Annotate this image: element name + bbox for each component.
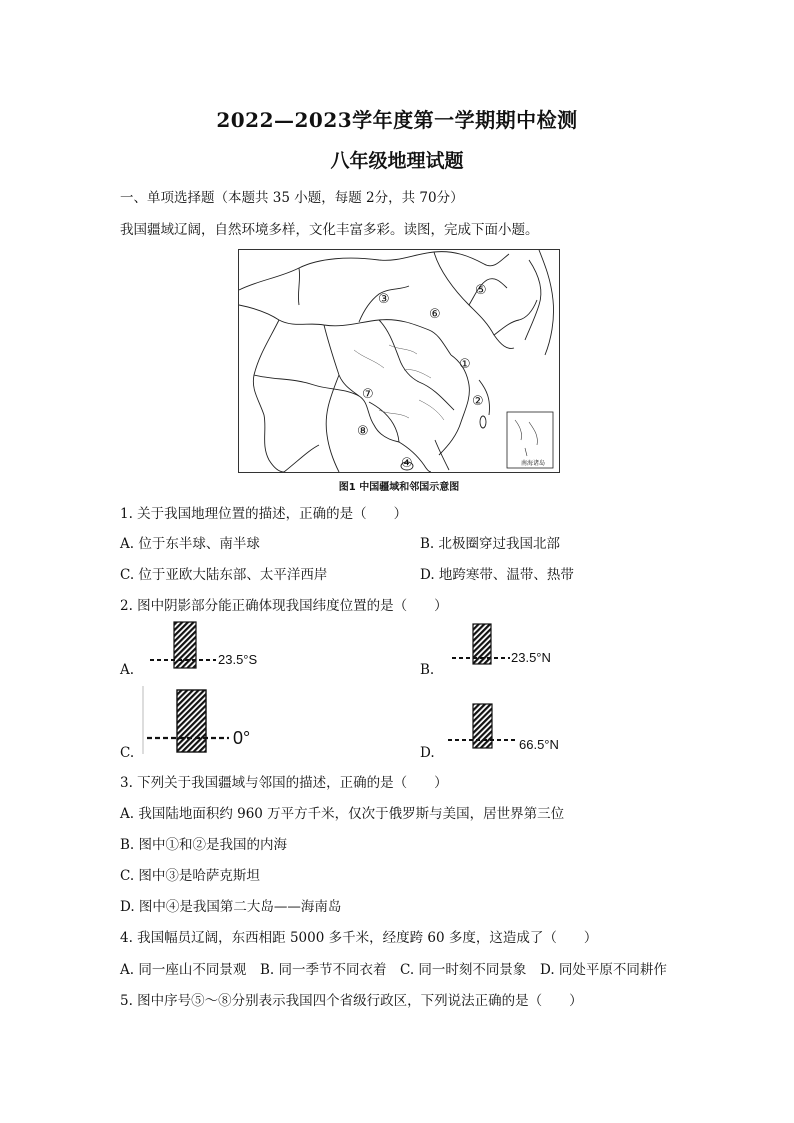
question-3-option-a: A. 我国陆地面积约 960 万平方千米，仅次于俄罗斯与美国，居世界第三位 xyxy=(120,806,565,822)
map-label-6: ⑥ xyxy=(429,307,441,322)
question-4-option-a: A. 同一座山不同景观 xyxy=(120,962,247,978)
question-5-stem: 5. 图中序号⑤～⑧分别表示我国四个省级行政区，下列说法正确的是（ ） xyxy=(120,993,583,1009)
map-label-4: ④ xyxy=(401,456,413,471)
question-4-stem: 4. 我国幅员辽阔，东西相距 5000 多千米，经度跨 60 多度，这造成了（ ） xyxy=(120,930,598,946)
map-inset-label: 南海诸岛 xyxy=(521,460,546,467)
map-caption: 图1 中国疆域和邻国示意图 xyxy=(338,482,460,493)
china-map-figure xyxy=(238,249,560,473)
question-1-option-b: B. 北极圈穿过我国北部 xyxy=(420,536,561,552)
map-label-5: ⑤ xyxy=(475,283,487,298)
latitude-label-c: 0° xyxy=(233,728,251,748)
question-2-option-d: D. xyxy=(420,745,435,761)
question-2-option-b: B. xyxy=(420,662,435,678)
question-1-stem: 1. 关于我国地理位置的描述，正确的是（ ） xyxy=(120,506,408,522)
exam-title: 2022—2023学年度第一学期期中检测 xyxy=(216,108,578,132)
section-intro: 我国疆域辽阔，自然环境多样，文化丰富多彩。读图，完成下面小题。 xyxy=(120,222,539,238)
question-2-option-c: C. xyxy=(120,745,135,761)
question-1-option-d: D. 地跨寒带、温带、热带 xyxy=(420,567,574,583)
map-label-7: ⑦ xyxy=(362,387,374,402)
map-label-2: ② xyxy=(472,394,484,409)
question-3-option-d: D. 图中④是我国第二大岛——海南岛 xyxy=(120,899,342,915)
question-1-option-c: C. 位于亚欧大陆东部、太平洋西岸 xyxy=(120,567,328,583)
latitude-diagram-a xyxy=(148,621,218,671)
section-heading: 一、单项选择题（本题共 35 小题，每题 2分，共 70分） xyxy=(120,190,464,206)
question-3-stem: 3. 下列关于我国疆域与邻国的描述，正确的是（ ） xyxy=(120,775,448,791)
latitude-diagram-d xyxy=(446,702,518,752)
question-4-option-d: D. 同处平原不同耕作 xyxy=(540,962,667,978)
map-label-1: ① xyxy=(459,357,471,372)
latitude-diagram-b xyxy=(450,623,512,669)
latitude-label-a: 23.5°S xyxy=(218,652,258,667)
latitude-label-b: 23.5°N xyxy=(511,650,551,665)
question-4-option-b: B. 同一季节不同衣着 xyxy=(260,962,387,978)
latitude-diagram-c xyxy=(141,684,231,756)
latitude-label-d: 66.5°N xyxy=(519,737,559,752)
question-2-stem: 2. 图中阴影部分能正确体现我国纬度位置的是（ ） xyxy=(120,598,448,614)
question-2-option-a: A. xyxy=(120,662,135,678)
question-4-option-c: C. 同一时刻不同景象 xyxy=(400,962,527,978)
map-label-8: ⑧ xyxy=(357,424,369,439)
question-1-option-a: A. 位于东半球、南半球 xyxy=(120,536,260,552)
question-3-option-c: C. 图中③是哈萨克斯坦 xyxy=(120,868,260,884)
exam-subtitle: 八年级地理试题 xyxy=(330,150,464,172)
question-3-option-b: B. 图中①和②是我国的内海 xyxy=(120,837,288,853)
china-map-outline xyxy=(239,250,559,472)
map-label-3: ③ xyxy=(378,292,390,307)
